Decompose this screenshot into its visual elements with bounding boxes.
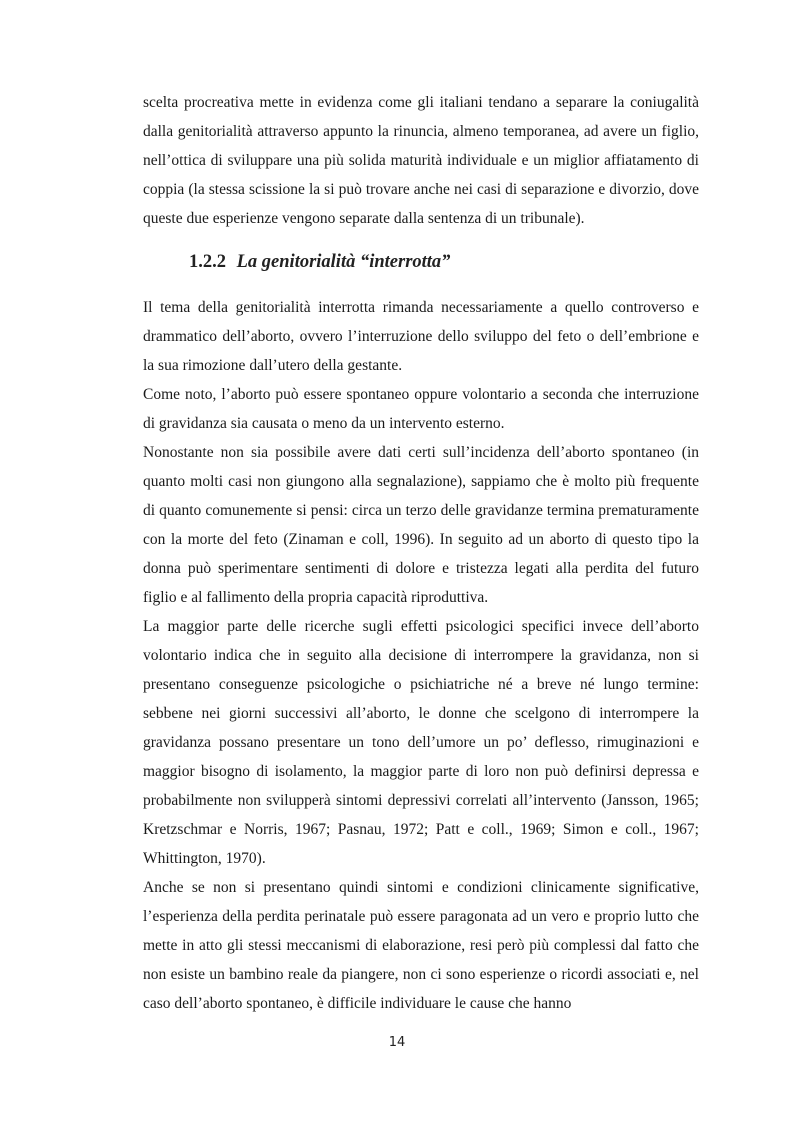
paragraph-aborto-intro: Il tema della genitorialità interrotta rimanda necessariamente a quello controverso e drammatico dell’aborto, ovvero l’interruzione dello sviluppo del feto o dell’embrione e la sua rimozione dall’utero della gestante. — [143, 299, 699, 374]
page-number: 14 — [388, 1035, 406, 1050]
section-number: 1.2.2 — [189, 252, 226, 272]
page-body — [143, 88, 699, 1018]
paragraph-aborto-spontaneo: Nonostante non sia possibile avere dati certi sull’incidenza dell’aborto spontaneo (in quanto molti casi non giungono alla segnalazione), sappiamo che è molto più frequente di quanto comunemente si pensi: circa un terzo delle gravidanze termina prematuramente con la morte del feto (Zinaman e coll, 1996). In seguito ad un aborto di questo tipo la donna può sperimentare sentimenti di dolore e tristezza legati alla perdita del futuro figlio e al fallimento della propria capacità riproduttiva. — [143, 444, 699, 606]
paragraph-tipi-aborto: Come noto, l’aborto può essere spontaneo oppure volontario a seconda che interruzione di gravidanza sia causata o meno da un intervento esterno. — [143, 386, 699, 432]
section-title: La genitorialità “interrotta” — [236, 252, 451, 272]
section-heading — [143, 247, 699, 277]
paragraph-lutto-perinatale: Anche se non si presentano quindi sintomi e condizioni clinicamente significative, l’esperienza della perdita perinatale può essere paragonata ad un vero e proprio lutto che mette in atto gli stessi meccanismi di elaborazione, resi però più complessi dal fatto che non esiste un bambino reale da piangere, non ci sono esperienze o ricordi associati e, nel caso dell’aborto spontaneo, è difficile individuare le cause che hanno — [143, 879, 699, 1012]
intro-paragraph: scelta procreativa mette in evidenza come gli italiani tendano a separare la coniugalità dalla genitorialità attraverso appunto la rinuncia, almeno temporanea, ad avere un figlio, nell’ottica di sviluppare una più solida maturità individuale e un miglior affiatamento di coppia (la stessa scissione la si può trovare anche nei casi di separazione e divorzio, dove queste due esperienze vengono separate dalla sentenza di un tribunale). — [143, 94, 699, 227]
paragraph-aborto-volontario: La maggior parte delle ricerche sugli effetti psicologici specifici invece dell’aborto volontario indica che in seguito alla decisione di interrompere la gravidanza, non si presentano conseguenze psicologiche o psichiatriche né a breve né lungo termine: sebbene nei giorni successivi all’aborto, le donne che scelgono di interrompere la gravidanza possano presentare un tono dell’umore un po’ deflesso, rimuginazioni e maggior bisogno di isolamento, la maggior parte di loro non può definirsi depressa e probabilmente non svilupperà sintomi depressivi correlati all’intervento (Jansson, 1965; Kretzschmar e Norris, 1967; Pasnau, 1972; Patt e coll., 1969; Simon e coll., 1967; Whittington, 1970). — [143, 618, 699, 867]
